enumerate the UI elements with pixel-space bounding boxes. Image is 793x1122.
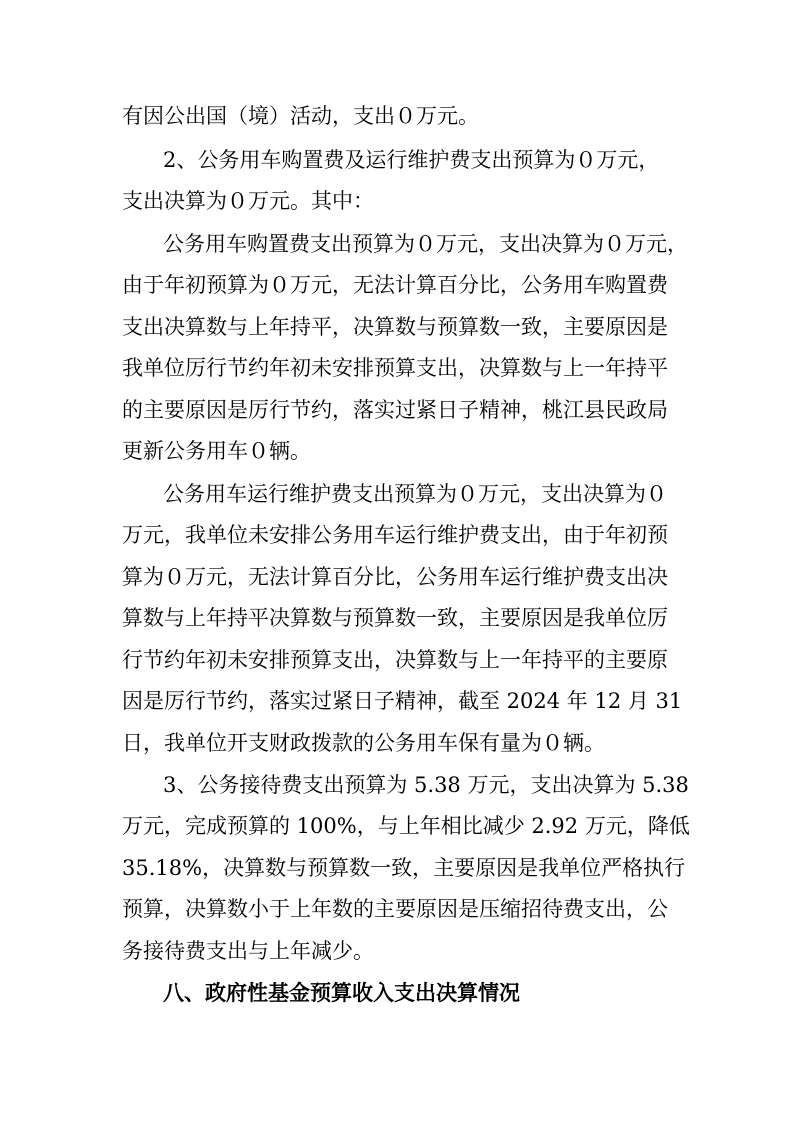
paragraph-line: 算为０万元，无法计算百分比，公务用车运行维护费支出决 [122, 565, 668, 589]
paragraph-line: 支出决算为０万元。其中： [122, 189, 374, 213]
paragraph-line: 更新公务用车０辆。 [122, 439, 311, 463]
paragraph-line: 35.18%，决算数与预算数一致，主要原因是我单位严格执行 [122, 856, 686, 880]
paragraph-line: 行节约年初未安排预算支出，决算数与上一年持平的主要原 [122, 648, 668, 672]
paragraph-line: 因是厉行节约，落实过紧日子精神，截至 2024 年 12 月 31 [122, 689, 683, 713]
paragraph-line: 算数与上年持平决算数与预算数一致，主要原因是我单位厉 [122, 606, 668, 630]
paragraph-line: 万元，完成预算的 100%，与上年相比减少 2.92 万元，降低 [122, 814, 690, 838]
paragraph-line: 公务用车运行维护费支出预算为０万元，支出决算为０ [163, 482, 667, 506]
paragraph-line: 2、公务用车购置费及运行维护费支出预算为０万元， [163, 148, 660, 172]
paragraph-line: 日，我单位开支财政拨款的公务用车保有量为０辆。 [122, 731, 605, 755]
paragraph-line: 务接待费支出与上年减少。 [122, 939, 374, 963]
section-heading: 八、政府性基金预算收入支出决算情况 [163, 981, 520, 1005]
paragraph-line: 的主要原因是厉行节约，落实过紧日子精神，桃江县民政局 [122, 398, 668, 422]
paragraph-line: 公务用车购置费支出预算为０万元，支出决算为０万元， [163, 232, 688, 256]
paragraph-line: 我单位厉行节约年初未安排预算支出，决算数与上一年持平 [122, 356, 668, 380]
paragraph-line: 有因公出国（境）活动，支出０万元。 [122, 104, 479, 128]
paragraph-line: 预算，决算数小于上年数的主要原因是压缩招待费支出，公 [122, 897, 668, 921]
paragraph-line: 由于年初预算为０万元，无法计算百分比，公务用车购置费 [122, 273, 668, 297]
paragraph-line: 万元，我单位未安排公务用车运行维护费支出，由于年初预 [122, 523, 668, 547]
paragraph-line: 3、公务接待费支出预算为 5.38 万元，支出决算为 5.38 [163, 773, 689, 797]
paragraph-line: 支出决算数与上年持平，决算数与预算数一致，主要原因是 [122, 315, 668, 339]
